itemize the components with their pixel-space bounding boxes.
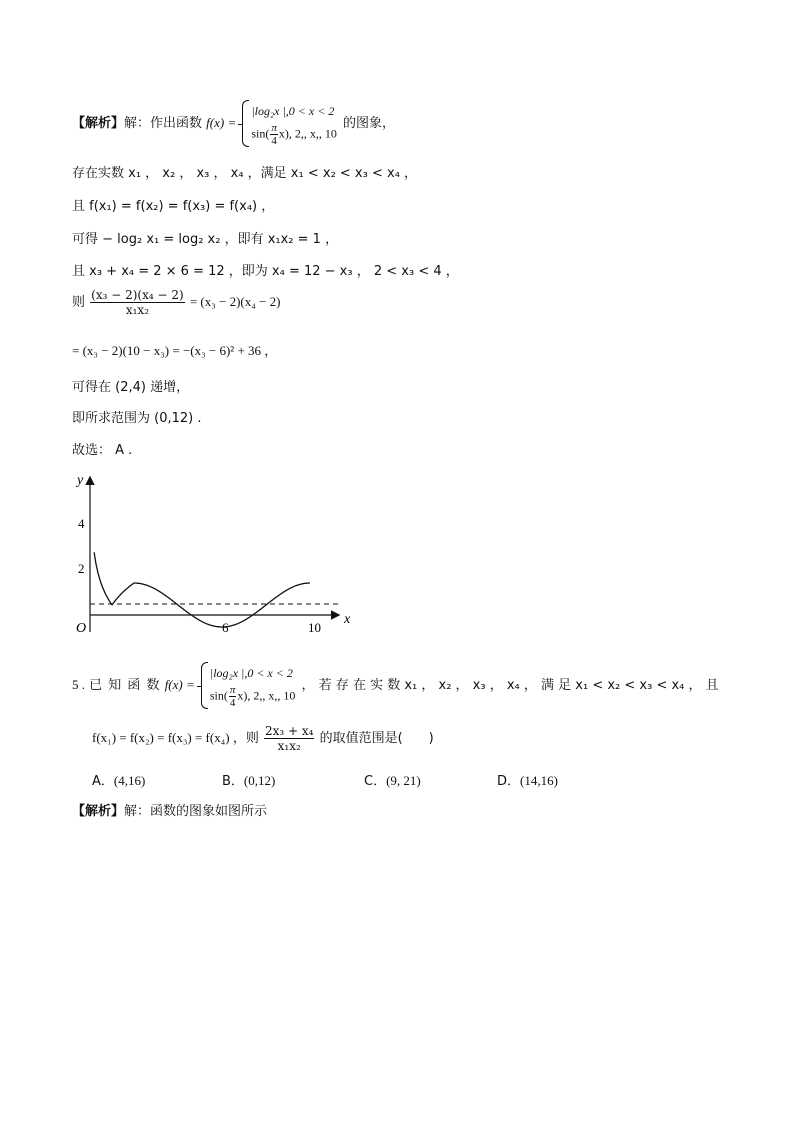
question-fraction: $\frac{\text{2x₃ + x₄}}{\text{x₁x₂}}$ bbox=[264, 724, 314, 753]
x-tick-10: 10 bbox=[308, 620, 321, 635]
y-axis-label: y bbox=[77, 473, 84, 488]
y-tick-4: 4 bbox=[78, 516, 85, 531]
piece-row-2: sin( $\frac{\pi}{4}$ x), 2,, x,, 10 bbox=[251, 122, 337, 147]
analysis-line-7: = (x₃ − 2)(10 − x₃) = −(x₃ − 6)² + 36 ， bbox=[72, 343, 278, 358]
ratio-fraction: $\frac{\text{(x₃ − 2)(x₄ − 2)}}{\text{x₁x₂}}$ bbox=[91, 288, 184, 317]
piecewise-definition bbox=[242, 100, 337, 147]
analysis2-line: 【解析】解：函数的图象如图所示 bbox=[72, 804, 268, 819]
analysis-line-5: 且 x₃ + x₄ = 2 × 6 = 12 ，即为 x₄ = 12 − x₃ ， 2 < x₃ < 4 ， bbox=[72, 264, 459, 279]
function-curve bbox=[94, 552, 310, 627]
option-b[interactable]: B．(0,12) bbox=[222, 773, 276, 789]
analysis-line-9: 即所求范围为 (0,12) . bbox=[72, 411, 202, 426]
pi-over-4: $\frac{\pi}{4}$ bbox=[271, 122, 277, 147]
function-name: f(x) = bbox=[206, 115, 237, 130]
option-c[interactable]: C．(9, 21) bbox=[364, 773, 421, 789]
question-piecewise: |log₂x |,0 < x < 2 sin( $\frac{\pi}{4}$ x), 2,, x,, 10 bbox=[201, 662, 296, 709]
analysis-tag: 【解析】 bbox=[72, 116, 125, 131]
option-d[interactable]: D．(14,16) bbox=[497, 773, 558, 789]
analysis-line-1 bbox=[72, 100, 395, 147]
analysis-line-4: 可得 − log₂ x₁ = log₂ x₂ ，即有 x₁x₂ = 1 ， bbox=[72, 232, 339, 247]
analysis-line-8: 可得在 (2,4) 递增， bbox=[72, 380, 190, 395]
question-line-1: 5 . 已 知 函 数 f(x) = |log₂x |,0 < x < 2 sin( $\frac{\pi}{4}$ x), 2,, x,, 10 ， 若 存 在 实 数 x₁ ， x₂ ， x₃ ， x₄ ， 满 足 x₁ < x₂ < x₃ < x₄ ， 且 bbox=[72, 662, 719, 709]
x-tick-6: 6 bbox=[222, 620, 229, 635]
analysis-line-3: 且 f(x₁) = f(x₂) = f(x₃) = f(x₄) ， bbox=[72, 199, 275, 214]
piece-row-1: |log₂x |,0 < x < 2 bbox=[251, 104, 335, 118]
y-tick-2: 2 bbox=[78, 561, 85, 576]
x-axis-label: x bbox=[344, 612, 351, 627]
question-number: 5 . bbox=[72, 677, 85, 692]
question-line-2: f(x₁) = f(x₂) = f(x₃) = f(x₄) ，则 $\frac{\text{2x₃ + x₄}}{\text{x₁x₂}}$ 的取值范围是( ) bbox=[92, 724, 434, 753]
analysis2-tag: 【解析】 bbox=[72, 804, 125, 819]
analysis-line-10: 故选： A . bbox=[72, 443, 133, 458]
analysis-suffix: 的图象， bbox=[343, 116, 396, 131]
analysis-line-2: 存在实数 x₁ ， x₂ ， x₃ ， x₄ ，满足 x₁ < x₂ < x₃ < x₄ ， bbox=[72, 166, 418, 181]
function-graph bbox=[68, 470, 368, 640]
analysis-text: 解：作出函数 bbox=[124, 116, 203, 131]
origin-label: O bbox=[76, 621, 87, 636]
analysis-line-6: 则 $\frac{\text{(x₃ − 2)(x₄ − 2)}}{\text{x₁x₂}}$ = (x₃ − 2)(x₄ − 2) bbox=[72, 288, 281, 317]
option-a[interactable]: A．(4,16) bbox=[92, 773, 146, 789]
left-brace bbox=[242, 100, 249, 147]
